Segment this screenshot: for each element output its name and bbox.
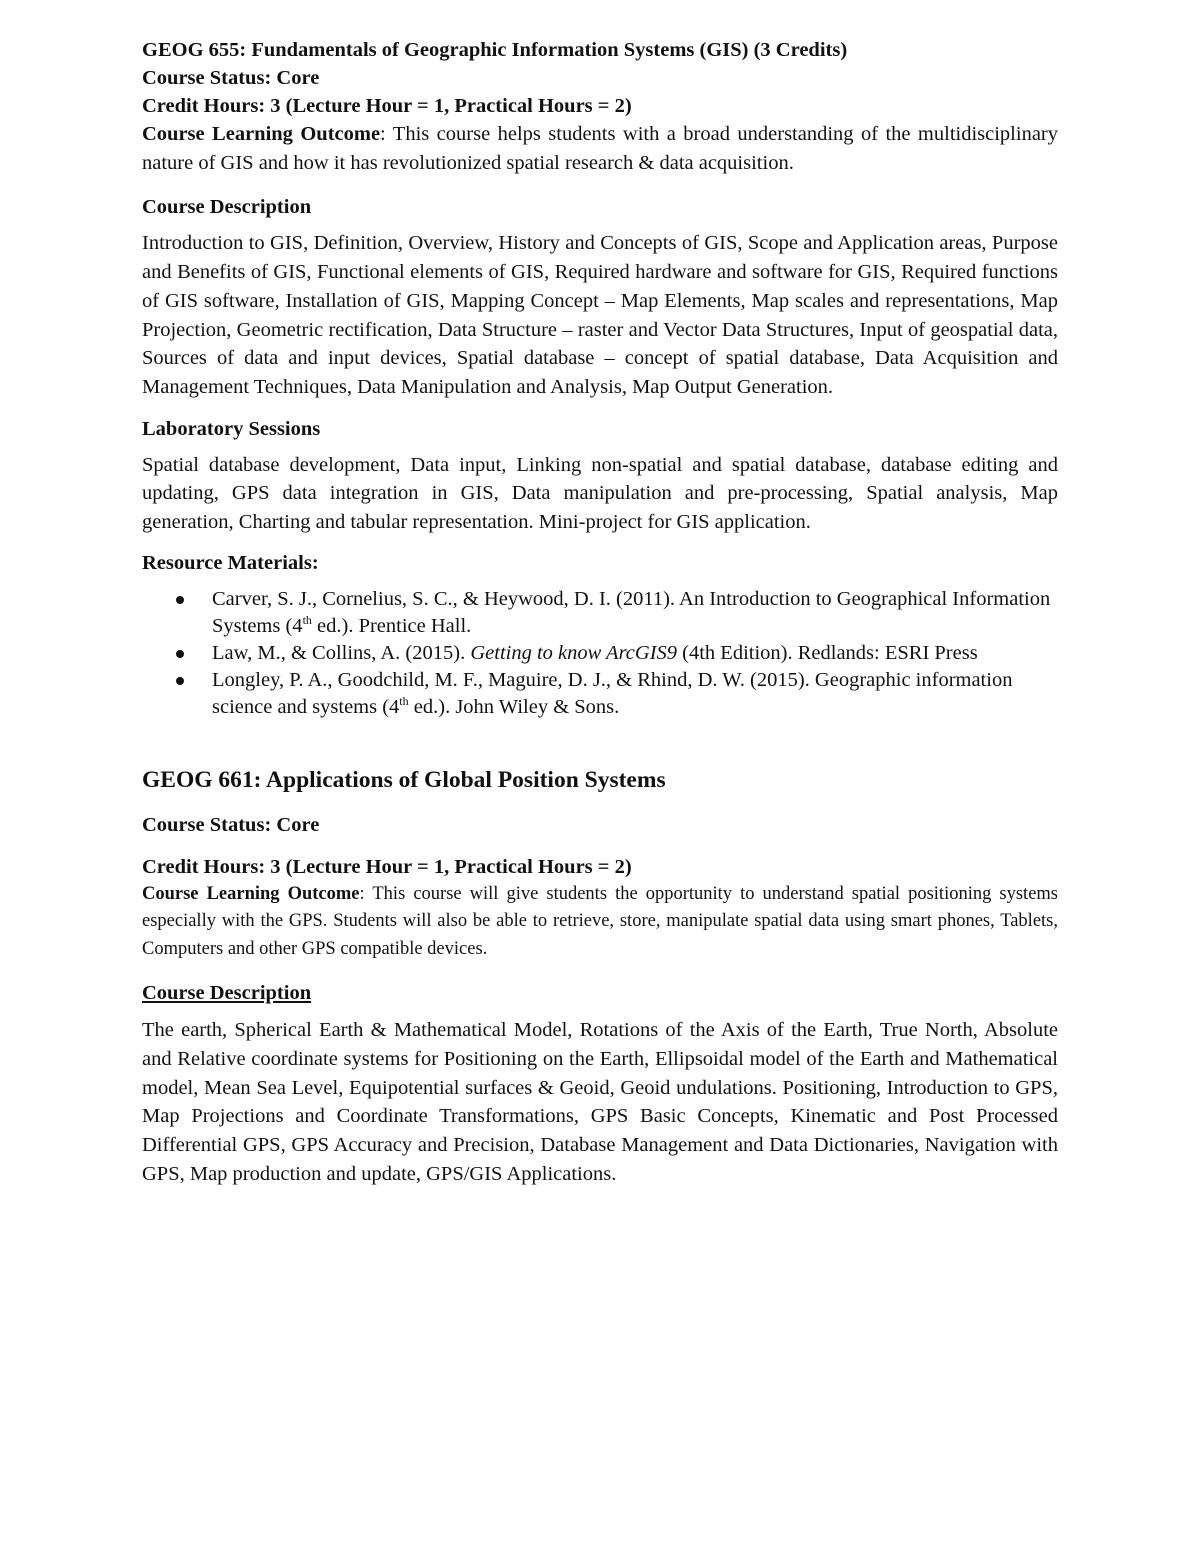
bullet-icon [176,596,184,604]
course2-outcome-text: : This course will give students the opportunity to understand spatial positioning systems especially with the GPS. Students will also be able to retrieve, store, manipulate spatial data using smart phones, Tablets, Computers and other GPS compatible devices. [142,883,1058,959]
resource-text: Carver, S. J., Cornelius, S. C., & Heywood, D. I. (2011). An Introduction to Geographical Information Systems (4 [212,587,1051,637]
resource-text: Law, M., & Collins, A. (2015). [212,641,471,664]
course1-lab-text: Spatial database development, Data input, Linking non-spatial and spatial database, database editing and updating, GPS data integration in GIS, Data manipulation and pre-processing, Spatial analysis, Map generation, Charting and tabular representation. Mini-project for GIS application. [142,453,1058,534]
resource-item [142,586,1058,640]
course1-credit-value: : 3 (Lecture Hour = 1, Practical Hours = 2) [258,95,632,117]
course1-credit-label: Credit Hours [142,95,259,117]
resource-italic-title: Getting to know ArcGIS9 [470,641,678,664]
course1-resource-list [142,586,1058,721]
course1-credit-hours [142,92,1058,120]
resource-text-tail: ed.). Prentice Hall. [311,614,472,637]
course2-credit-value: : 3 (Lecture Hour = 1, Practical Hours = 2) [258,855,632,878]
course1-status-label: Course Status [142,67,265,89]
course2-description-heading: Course Description [142,982,312,1005]
course1-lab-heading: Laboratory Sessions [142,417,321,440]
course1-outcome-text: : This course helps students with a broad understanding of the multidisciplinary nature of GIS and how it has revolutionized spatial research & data acquisition. [142,123,1058,174]
course2-credit-label: Credit Hours [142,855,259,878]
resource-sup: th [302,612,312,627]
course2-description-text: The earth, Spherical Earth & Mathematical Model, Rotations of the Axis of the Earth, True North, Absolute and Relative coordinate systems for Positioning on the Earth, Ellipsoidal model of the Earth and Mathematical model, Mean Sea Level, Equipotential surfaces & Geoid, Geoid undulations. Positioning, Introduction to GPS, Map Projections and Coordinate Transformations, GPS Basic Concepts, Kinematic and Post Processed Differential GPS, GPS Accuracy and Precision, Database Management and Data Dictionaries, Navigation with GPS, Map production and update, GPS/GIS Applications. [142,1019,1058,1185]
course1-outcome-label: Course Learning Outcome [142,123,381,145]
course2-title: GEOG 661: Applications of Global Position Systems [142,766,666,793]
resource-item [142,640,1058,667]
course1-description-heading: Course Description [142,196,312,219]
course1-resources-heading: Resource Materials: [142,551,319,574]
course1-status [142,64,1058,92]
resource-text: Longley, P. A., Goodchild, M. F., Maguire, D. J., & Rhind, D. W. (2015). Geographic information science and systems (4 [212,668,1013,718]
course1-outcome [142,120,1058,177]
course2-outcome-label: Course Learning Outcome [142,883,360,904]
course2-credit-hours [142,853,1058,881]
course2-outcome [142,881,1058,964]
course2-status-value: : Core [264,813,320,836]
bullet-icon [176,650,184,658]
course2-status-label: Course Status [142,813,265,836]
document-page [142,36,1058,1188]
bullet-icon [176,677,184,685]
resource-sup: th [399,693,409,708]
resource-item [142,667,1058,721]
course1-description-text: Introduction to GIS, Definition, Overview, History and Concepts of GIS, Scope and Application areas, Purpose and Benefits of GIS, Functional elements of GIS, Required hardware and software for GIS, Required functions of GIS software, Installation of GIS, Mapping Concept – Map Elements, Map scales and representations, Map Projection, Geometric rectification, Data Structure – raster and Vector Data Structures, Input of geospatial data, Sources of data and input devices, Spatial database – concept of spatial database, Data Acquisition and Management Techniques, Data Manipulation and Analysis, Map Output Generation. [142,232,1058,398]
course1-status-value: : Core [264,67,320,89]
course1-title: GEOG 655: Fundamentals of Geographic Information Systems (GIS) (3 Credits) [142,39,848,61]
resource-text-tail: ed.). John Wiley & Sons. [408,695,620,718]
course2-status [142,811,1058,839]
resource-text-tail: (4th Edition). Redlands: ESRI Press [677,641,978,664]
